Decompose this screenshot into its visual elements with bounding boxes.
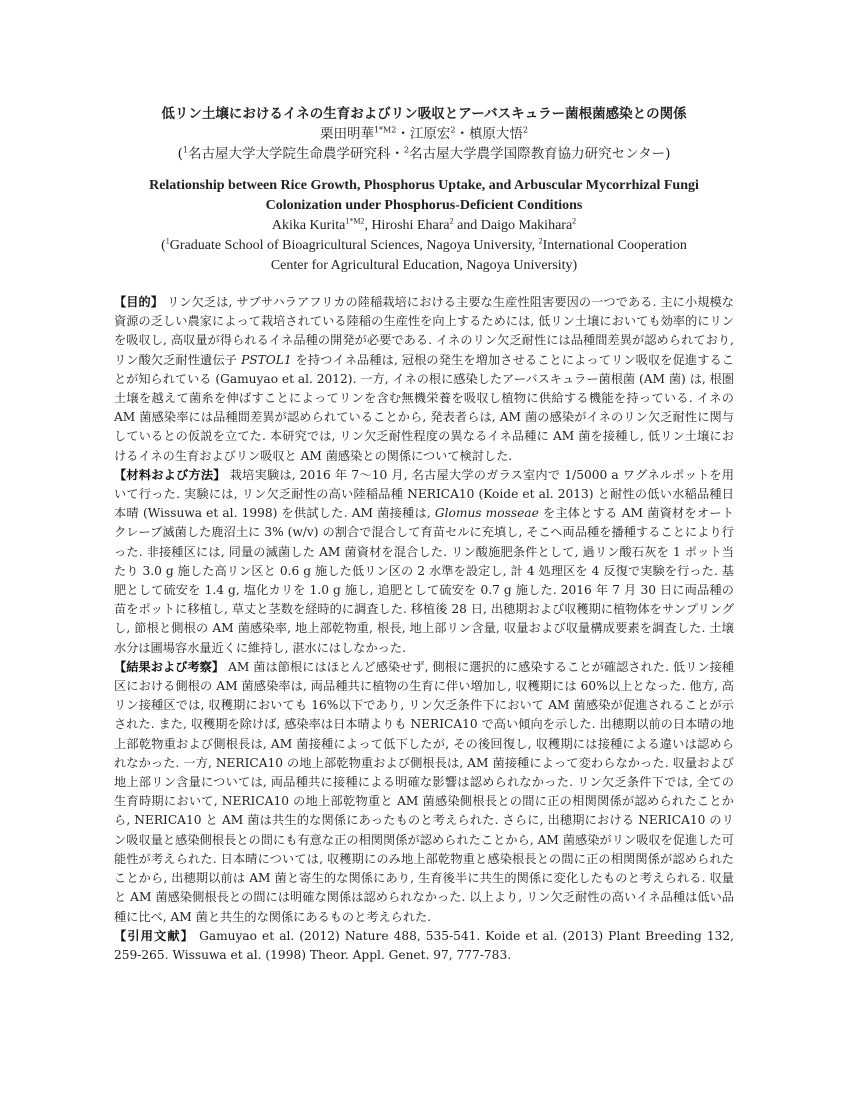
- en-title-line-1: Relationship between Rice Growth, Phosphorus Uptake, and Arbuscular Mycorrhizal Fungi: [149, 178, 699, 193]
- abstract-page: [114, 104, 734, 965]
- jp-author-3: 槙原大悟: [468, 126, 523, 142]
- en-title: [114, 176, 734, 216]
- jp-affiliation: [114, 144, 734, 164]
- methods-heading: 【材料および方法】: [114, 467, 226, 482]
- en-affil-org-1: Graduate School of Bioagricultural Sciences, Nagoya University,: [169, 238, 539, 253]
- jp-author-separator: ・: [396, 126, 410, 142]
- section-references: [114, 927, 734, 965]
- jp-affil-open: (: [177, 146, 183, 162]
- gene-name: PSTOL1: [241, 352, 292, 367]
- purpose-text-1: リン欠乏は, サブサハラアフリカの陸稲栽培における主要な生産性阻害要因の一つである. 主に小規模な資源の乏しい農家によって栽培されている陸稲の生産性を向上するためには, 低リン土壌においても効率的にリンを吸収し, 高収量が得られるイネ品種の開発が必要である. イネのリン欠乏耐性には品種間差異が認められており, リン酸欠乏耐性遺伝子: [114, 295, 734, 367]
- en-author-2: , Hiroshi Ehara: [364, 218, 450, 233]
- jp-affil-close: ): [665, 146, 671, 162]
- methods-text-1: 栽培実験は, 2016 年 7～10 月, 名古屋大学のガラス室内で 1/5000 a ワグネルポットを用いて行った. 実験には, リン欠乏耐性の高い陸稲品種 NERICA10 (Koide et al. 2013) と耐性の低い水稲品種日本晴 (Wissuwa et al. 1998) を供試した. AM 菌接種は,: [114, 467, 734, 521]
- jp-affil-sup-2: 2: [404, 145, 410, 155]
- en-author-1-sup: 1*M2: [345, 216, 365, 226]
- section-results: [114, 658, 734, 927]
- en-affil-sup-2: 2: [538, 236, 543, 246]
- section-purpose: [114, 293, 734, 466]
- jp-author-1-sup: 1*M2: [373, 125, 397, 135]
- methods-text-2: を主体とする AM 菌資材をオートクレーブ滅菌した鹿沼土に 3% (w/v) の割合で混合して育苗セルに充填し, そこへ両品種を播種することにより行った. 非接種区には, 同量の滅菌した AM 菌資材を混合した. リン酸施肥条件として, 過リン酸石灰を 1 ポット当たり 3.0 g 施した高リン区と 0.6 g 施した低リン区の 2 水準を設定し, 計 4 処理区を 4 反復で実験を行った. 基肥として硫安を 1.4 g, 塩化カリを 1.0 g 施し, 追肥として硫安を 0.7 g 施した. 2016 年 7 月 30 日に両品種の苗をポットに移植し, 草丈と茎数を経時的に調査した. 移植後 28 日, 出穂期および収穫期に植物体をサンプリングし, 節根と側根の AM 菌感染率, 地上部乾物重, 根長, 地上部リン含量, 収量および収量構成要素を調査した. 土壌水分は圃場容水量近くに維持し, 湛水にはしなかった.: [114, 506, 734, 655]
- jp-affil-org-2: 名古屋大学農学国際教育協力研究センター: [409, 146, 666, 162]
- jp-author-2-sup: 2: [450, 125, 456, 135]
- en-author-3: and Daigo Makihara: [453, 218, 573, 233]
- jp-author-2: 江原宏: [409, 126, 451, 142]
- species-name: Glomus mosseae: [434, 506, 539, 521]
- abstract-body: [114, 293, 734, 965]
- jp-affil-org-1: 名古屋大学大学院生命農学研究科・: [188, 146, 405, 162]
- en-authors: [114, 216, 734, 236]
- en-affiliation-line-2: Center for Agricultural Education, Nagoya University): [270, 258, 578, 273]
- jp-affil-sup-1: 1: [182, 145, 189, 155]
- purpose-heading: 【目的】: [114, 295, 164, 309]
- jp-authors: [114, 124, 734, 144]
- jp-title: 低リン土壌におけるイネの生育およびリン吸収とアーバスキュラー菌根菌感染との関係: [161, 106, 687, 122]
- jp-author-separator: ・: [455, 126, 469, 142]
- references-heading: 【引用文献】: [114, 928, 195, 943]
- en-affiliation: [114, 236, 734, 276]
- purpose-text-2: を持つイネ品種は, 冠根の発生を増加させることによってリン吸収を促進することが知られている (Gamuyao et al. 2012). 一方, イネの根に感染したアーバスキュラー菌根菌 (AM 菌) は, 根圏土壌を越えて菌糸を伸ばすことによってリンを含む無機栄養を吸収し植物に供給する機能を持っている. イネの AM 菌感染率には品種間差異が認められていることから, 発表者らは, AM 菌の感染がイネのリン欠乏耐性に関与しているとの仮説を立てた. 本研究では, リン欠乏耐性程度の異なるイネ品種に AM 菌を接種し, 低リン土壌におけるイネの生育およびリン吸収と AM 菌感染との関係について検討した.: [114, 352, 735, 463]
- en-affiliation-line-1: [114, 236, 734, 256]
- en-affil-org-2a: International Cooperation: [542, 238, 687, 253]
- jp-author-1: 栗田明華: [319, 126, 374, 142]
- section-methods: [114, 466, 734, 658]
- jp-author-3-sup: 2: [522, 125, 529, 135]
- results-text: AM 菌は節根にはほとんど感染せず, 側根に選択的に感染することが確認された. 低リン接種区における側根の AM 菌感染率は, 両品種共に植物の生育に伴い増加し, 収穫期には 60%以上となった. 他方, 高リン接種区では, 収穫期においても 16%以下であり, リン欠乏条件下において AM 菌感染が促進されることが示された. また, 収穫期を除けば, 感染率は日本晴よりも NERICA10 で高い傾向を示した. 出穂期以前の日本晴の地上部乾物重および側根長は, AM 菌接種によって低下したが, その後回復し, 収穫期には接種による違いは認められなかった. 一方, NERICA10 の地上部乾物重および側根長は, AM 菌接種によって変わらなかった. 収量および地上部リン含量については, 両品種共に接種による明確な影響は認められなかった. リン欠乏条件下では, 全ての生育時期において, NERICA10 の地上部乾物重と AM 菌感染側根長との間に正の相関関係が認められたことから, NERICA10 と AM 菌は共生的な関係にあったものと考えられた. さらに, 出穂期における NERICA10 のリン吸収量と感染側根長との間にも有意な正の相関関係が認められたことから, AM 菌感染がリン吸収を促進した可能性が考えられた. 日本晴については, 収穫期にのみ地上部乾物重と感染根長との間に正の相関関係が認められたことから, 出穂期以前は AM 菌と寄生的な関係にあり, 生育後半に共生的関係に変化したものと考えられる. 収量と AM 菌感染側根長との間には明確な関係は認められなかった. 以上より, リン欠乏耐性の高いイネ品種は低い品種に比べ, AM 菌と共生的な関係にあるものと考えられた.: [114, 659, 734, 924]
- en-affil-open: (: [161, 238, 166, 253]
- references-text: Gamuyao et al. (2012) Nature 488, 535-541. Koide et al. (2013) Plant Breeding 132, 259-265. Wissuwa et al. (1998) Theor. Appl. Genet. 97, 777-783.: [114, 928, 735, 962]
- en-affil-sup-1: 1: [165, 236, 170, 246]
- en-title-line-2: Colonization under Phosphorus-Deficient Conditions: [265, 198, 583, 213]
- en-author-3-sup: 2: [572, 216, 577, 226]
- en-author-2-sup: 2: [449, 216, 454, 226]
- en-author-1: Akika Kurita: [271, 218, 346, 233]
- results-heading: 【結果および考察】: [114, 659, 225, 674]
